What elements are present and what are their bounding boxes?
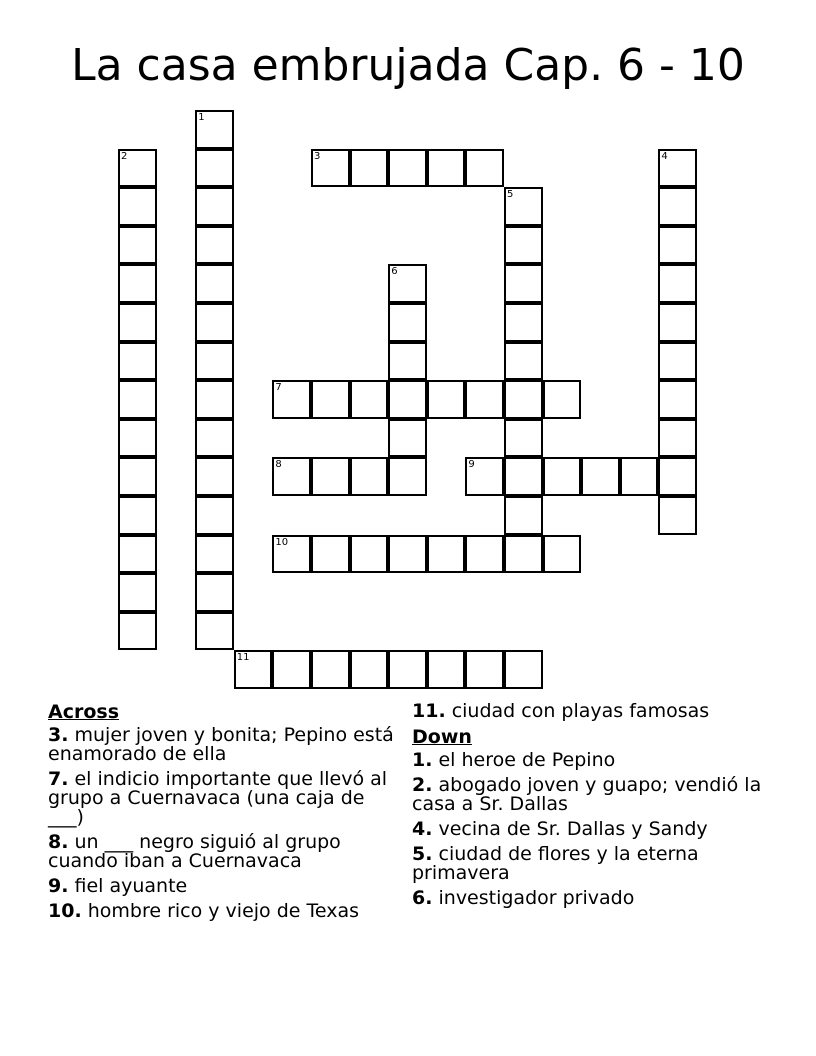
clue-text: abogado joven y guapo; vendió la casa a Sr. Dallas	[412, 774, 762, 815]
clue-text: mujer joven y bonita; Pepino está enamorado de ella	[48, 724, 394, 765]
clue-item	[48, 902, 403, 921]
grid-cell[interactable]	[658, 264, 697, 303]
clue-number: 3.	[48, 724, 69, 746]
grid-cell[interactable]	[272, 380, 311, 419]
clue-item	[412, 702, 772, 721]
grid-cell[interactable]	[118, 187, 157, 226]
grid-cell[interactable]	[658, 342, 697, 381]
clue-number: 7.	[48, 768, 69, 790]
grid-cell[interactable]	[504, 303, 543, 342]
clue-number: 11.	[412, 700, 446, 722]
grid-cell[interactable]	[543, 457, 582, 496]
grid-cell[interactable]	[504, 264, 543, 303]
grid-cell[interactable]	[234, 650, 273, 689]
cell-number: 9	[468, 459, 475, 471]
grid-cell[interactable]	[465, 650, 504, 689]
grid-cell[interactable]	[350, 535, 389, 574]
grid-cell[interactable]	[388, 419, 427, 458]
grid-cell[interactable]	[658, 149, 697, 188]
grid-cell[interactable]	[388, 264, 427, 303]
grid-cell[interactable]	[350, 149, 389, 188]
across-heading: Across	[48, 701, 120, 723]
clue-text: hombre rico y viejo de Texas	[81, 900, 360, 922]
grid-cell[interactable]	[388, 650, 427, 689]
clue-text: investigador privado	[432, 887, 635, 909]
grid-cell[interactable]	[195, 419, 234, 458]
clue-text: vecina de Sr. Dallas y Sandy	[432, 818, 708, 840]
grid-cell[interactable]	[118, 573, 157, 612]
cell-number: 11	[236, 652, 250, 664]
grid-cell[interactable]	[388, 380, 427, 419]
grid-cell[interactable]	[118, 342, 157, 381]
grid-cell[interactable]	[658, 303, 697, 342]
clue-number: 1.	[412, 749, 433, 771]
grid-cell[interactable]	[465, 149, 504, 188]
clue-number: 6.	[412, 887, 433, 909]
clue-text: ciudad de flores y la eterna primavera	[412, 843, 699, 884]
cell-number: 10	[275, 536, 289, 548]
grid-cell[interactable]	[581, 457, 620, 496]
grid-cell[interactable]	[427, 149, 466, 188]
grid-cell[interactable]	[195, 149, 234, 188]
grid-cell[interactable]	[465, 457, 504, 496]
grid-cell[interactable]	[658, 457, 697, 496]
clue-item	[412, 776, 772, 814]
grid-cell[interactable]	[504, 187, 543, 226]
grid-cell[interactable]	[388, 342, 427, 381]
grid-cell[interactable]	[118, 457, 157, 496]
grid-cell[interactable]	[504, 535, 543, 574]
clue-item	[412, 751, 772, 770]
grid-cell[interactable]	[350, 457, 389, 496]
grid-cell[interactable]	[504, 650, 543, 689]
grid-cell[interactable]	[195, 380, 234, 419]
cell-number: 3	[314, 150, 321, 162]
grid-cell[interactable]	[195, 457, 234, 496]
clue-item	[412, 820, 772, 839]
clue-text: ciudad con playas famosas	[445, 700, 710, 722]
grid-cell[interactable]	[427, 650, 466, 689]
grid-cell[interactable]	[543, 535, 582, 574]
grid-cell[interactable]	[272, 535, 311, 574]
clue-item	[48, 770, 403, 827]
grid-cell[interactable]	[118, 535, 157, 574]
grid-cell[interactable]	[504, 419, 543, 458]
grid-cell[interactable]	[272, 650, 311, 689]
grid-cell[interactable]	[195, 342, 234, 381]
grid-cell[interactable]	[195, 496, 234, 535]
grid-cell[interactable]	[311, 149, 350, 188]
grid-cell[interactable]	[195, 535, 234, 574]
grid-cell[interactable]	[118, 380, 157, 419]
grid-cell[interactable]	[118, 303, 157, 342]
grid-cell[interactable]	[195, 187, 234, 226]
clue-number: 9.	[48, 875, 69, 897]
clue-number: 8.	[48, 831, 69, 853]
grid-cell[interactable]	[350, 380, 389, 419]
clue-text: el heroe de Pepino	[432, 749, 616, 771]
grid-cell[interactable]	[427, 380, 466, 419]
grid-cell[interactable]	[118, 496, 157, 535]
grid-cell[interactable]	[118, 226, 157, 265]
grid-cell[interactable]	[195, 264, 234, 303]
cell-number: 2	[121, 150, 128, 162]
grid-cell[interactable]	[388, 149, 427, 188]
grid-cell[interactable]	[504, 457, 543, 496]
cell-number: 4	[661, 150, 668, 162]
grid-cell[interactable]	[195, 226, 234, 265]
clue-item	[412, 845, 772, 883]
grid-cell[interactable]	[504, 380, 543, 419]
grid-cell[interactable]	[658, 226, 697, 265]
grid-cell[interactable]	[465, 380, 504, 419]
page-title: La casa embrujada Cap. 6 - 10	[71, 40, 745, 91]
clue-item	[48, 726, 403, 764]
clue-number: 5.	[412, 843, 433, 865]
clue-column-right	[412, 702, 772, 914]
grid-cell[interactable]	[195, 573, 234, 612]
grid-cell[interactable]	[658, 419, 697, 458]
grid-cell[interactable]	[118, 264, 157, 303]
cell-number: 8	[275, 459, 282, 471]
grid-cell[interactable]	[311, 535, 350, 574]
grid-cell[interactable]	[504, 226, 543, 265]
grid-cell[interactable]	[311, 380, 350, 419]
grid-cell[interactable]	[195, 110, 234, 149]
clue-text: el indicio importante que llevó al grupo a Cuernavaca (una caja de ___)	[48, 768, 388, 828]
grid-cell[interactable]	[311, 457, 350, 496]
grid-cell[interactable]	[118, 149, 157, 188]
cell-number: 6	[391, 266, 398, 278]
clue-number: 2.	[412, 774, 433, 796]
clue-item	[412, 889, 772, 908]
grid-cell[interactable]	[118, 419, 157, 458]
grid-cell[interactable]	[504, 342, 543, 381]
clue-number: 4.	[412, 818, 433, 840]
clue-column-left	[48, 702, 403, 927]
clue-text: fiel ayuante	[68, 875, 188, 897]
down-heading: Down	[412, 726, 472, 748]
grid-cell[interactable]	[388, 535, 427, 574]
grid-cell[interactable]	[388, 303, 427, 342]
cell-number: 7	[275, 382, 282, 394]
grid-cell[interactable]	[543, 380, 582, 419]
clue-number: 10.	[48, 900, 82, 922]
grid-cell[interactable]	[658, 187, 697, 226]
clue-text: un ___ negro siguió al grupo cuando iban a Cuernavaca	[48, 831, 341, 872]
grid-cell[interactable]	[504, 496, 543, 535]
grid-cell[interactable]	[658, 496, 697, 535]
grid-cell[interactable]	[465, 535, 504, 574]
grid-cell[interactable]	[272, 457, 311, 496]
grid-cell[interactable]	[311, 650, 350, 689]
clue-item	[48, 833, 403, 871]
cell-number: 1	[198, 112, 205, 123]
grid-cell[interactable]	[195, 303, 234, 342]
grid-cell[interactable]	[388, 457, 427, 496]
clue-item	[48, 877, 403, 896]
grid-cell[interactable]	[658, 380, 697, 419]
grid-cell[interactable]	[620, 457, 659, 496]
cell-number: 5	[507, 189, 514, 201]
grid-cell[interactable]	[118, 612, 157, 651]
grid-cell[interactable]	[195, 612, 234, 651]
grid-cell[interactable]	[427, 535, 466, 574]
grid-cell[interactable]	[350, 650, 389, 689]
